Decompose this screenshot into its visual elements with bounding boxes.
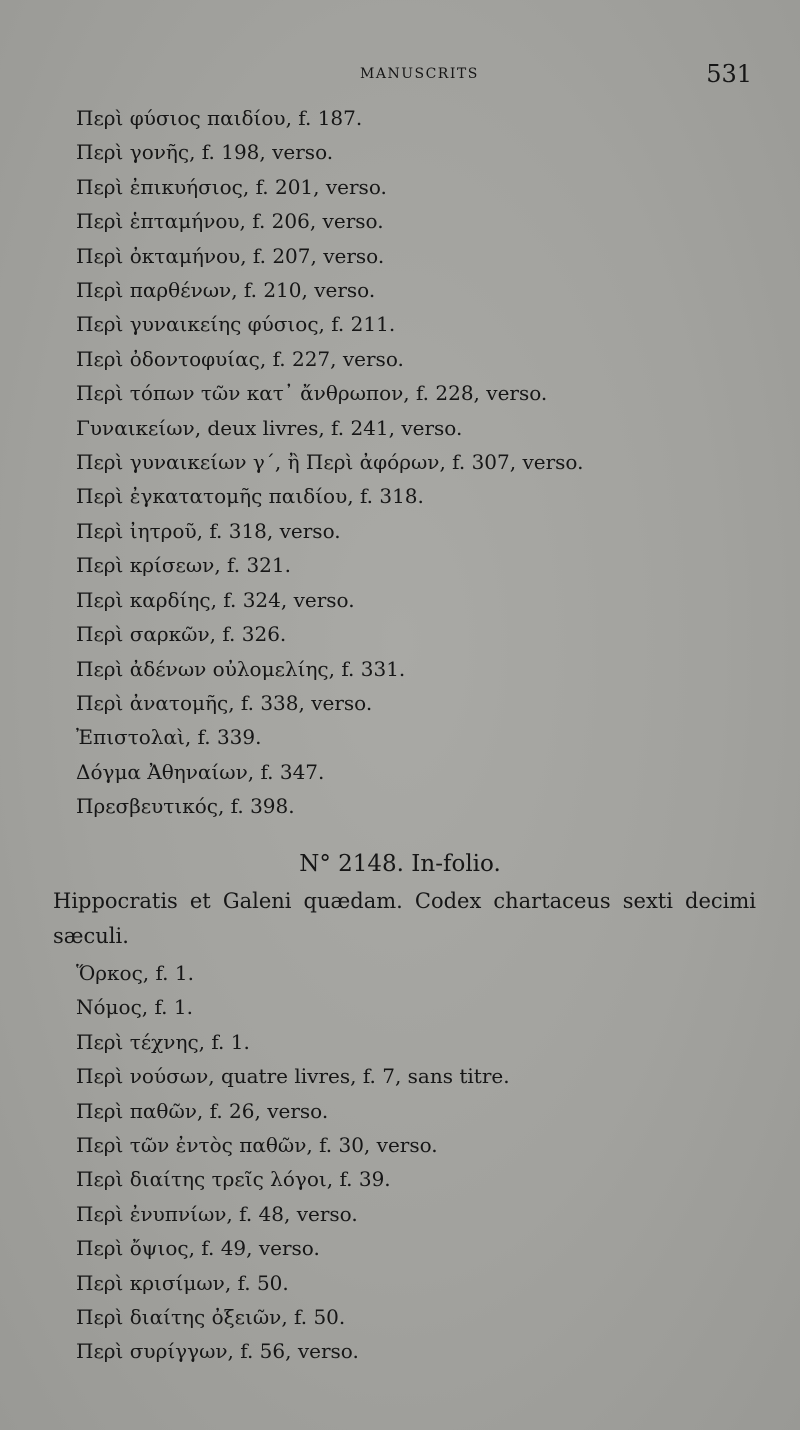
list-item: Περὶ γυναικείης φύσιος, f. 211. (76, 312, 396, 337)
list-item: Περὶ ἐγκατατομῆς παιδίου, f. 318. (76, 484, 424, 509)
list-item: Περὶ συρίγγων, f. 56, verso. (76, 1339, 359, 1364)
list-item: Περὶ ὀδοντοφυίας, f. 227, verso. (76, 346, 404, 371)
list-item: Περὶ διαίτης τρεῖς λόγοι, f. 39. (76, 1167, 391, 1192)
list-item: Περὶ ἀνατομῆς, f. 338, verso. (76, 690, 373, 715)
list-item: Περὶ φύσιος παιδίου, f. 187. (76, 106, 363, 130)
list-item: Περὶ καρδίης, f. 324, verso. (76, 587, 355, 612)
list-item: Περὶ ὀκταμήνου, f. 207, verso. (76, 243, 385, 268)
page-number: 531 (706, 60, 752, 88)
list-item: Περὶ παρθένων, f. 210, verso. (76, 278, 376, 303)
list-item: Περὶ ἰητροῦ, f. 318, verso. (76, 518, 341, 543)
list-item: Περὶ νούσων, quatre livres, f. 7, sans titre. (76, 1064, 510, 1089)
list-item: Περὶ σαρκῶν, f. 326. (76, 622, 287, 647)
list-item: Δόγμα Ἀθηναίων, f. 347. (76, 759, 325, 784)
list-item: Περὶ διαίτης ὀξειῶν, f. 50. (76, 1305, 346, 1330)
list-item: Περὶ παθῶν, f. 26, verso. (76, 1098, 329, 1123)
list-item: Περὶ κρίσεων, f. 321. (76, 553, 291, 578)
list-item: Περὶ ἑπταμήνου, f. 206, verso. (76, 209, 384, 234)
manuscript-description: Hippocratis et Galeni quædam. Codex chartaceus sexti decimi sæculi. (53, 889, 756, 948)
list-item: Περὶ ἀδένων οὐλομελίης, f. 331. (76, 656, 406, 681)
list-item: Περὶ γυναικείων γ΄, ἢ Περὶ ἀφόρων, f. 307, verso. (76, 450, 584, 475)
list-item: Περὶ τέχνης, f. 1. (76, 1029, 250, 1054)
list-item: Νόμος, f. 1. (76, 995, 193, 1020)
manuscript-heading: N° 2148. In-folio. (299, 851, 501, 877)
list-item: Ὅρκος, f. 1. (76, 961, 194, 985)
running-title: MANUSCRITS (360, 66, 479, 82)
list-item: Πρεσβευτικός, f. 398. (76, 794, 295, 819)
list-item: Περὶ ὄψιος, f. 49, verso. (76, 1236, 320, 1261)
list-item: Περὶ ἐνυπνίων, f. 48, verso. (76, 1201, 358, 1226)
list-item: Περὶ τῶν ἐντὸς παθῶν, f. 30, verso. (76, 1133, 438, 1158)
list-item: Περὶ κρισίμων, f. 50. (76, 1270, 289, 1295)
list-item: Περὶ γονῆς, f. 198, verso. (76, 140, 334, 165)
list-item: Γυναικείων, deux livres, f. 241, verso. (76, 415, 463, 440)
list-item: Περὶ ἐπικυήσιος, f. 201, verso. (76, 174, 387, 199)
list-item: Περὶ τόπων τῶν κατ᾽ ἄνθρωπον, f. 228, verso. (76, 381, 548, 406)
manuscript-contents-list (76, 101, 760, 824)
list-item: Ἐπιστολαὶ, f. 339. (76, 725, 262, 750)
manuscript-contents-list (76, 956, 760, 1369)
